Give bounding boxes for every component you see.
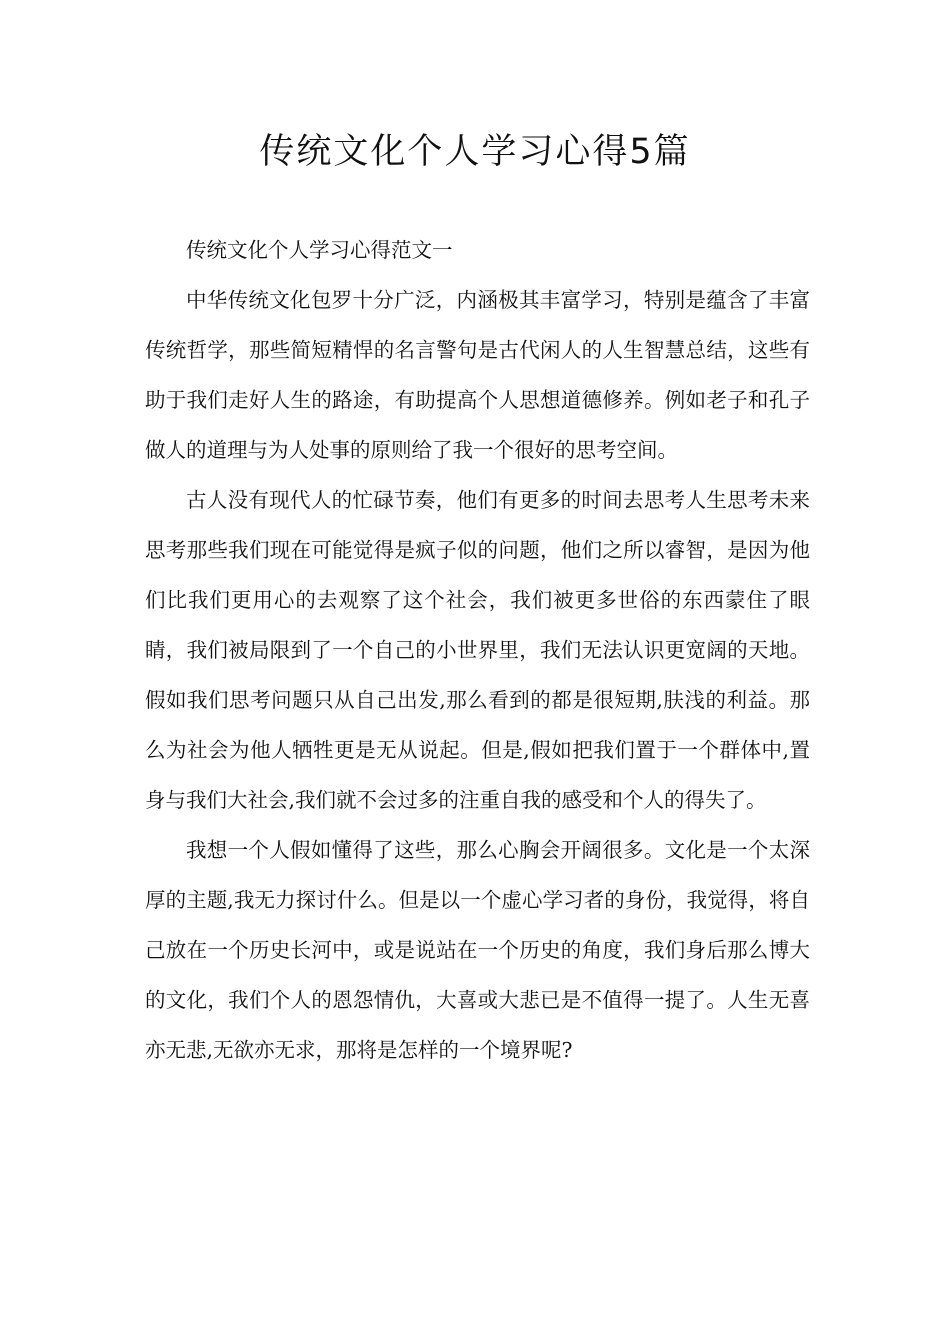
body-paragraph: 古人没有现代人的忙碌节奏，他们有更多的时间去思考人生思考未来思考那些我们现在可能觉得是疯子似的问题，他们之所以睿智，是因为他们比我们更用心的去观察了这个社会，我们被更多世俗的东西蒙住了眼睛，我们被局限到了一个自己的小世界里，我们无法认识更宽阔的天地。假如我们思考问题只从自己出发,那么看到的都是很短期,肤浅的利益。那么为社会为他人牺牲更是无从说起。但是,假如把我们置于一个群体中,置身与我们大社会,我们就不会过多的注重自我的感受和个人的得失了。 <box>145 488 810 812</box>
document-title: 传统文化个人学习心得5篇 <box>259 132 691 172</box>
document-body <box>145 225 810 1075</box>
body-paragraph: 中华传统文化包罗十分广泛，内涵极其丰富学习，特别是蕴含了丰富传统哲学，那些简短精悍的名言警句是古代闲人的人生智慧总结，这些有助于我们走好人生的路途，有助提高个人思想道德修养。例如老子和孔子做人的道理与为人处事的原则给了我一个很好的思考空间。 <box>145 288 810 462</box>
body-paragraph: 我想一个人假如懂得了这些，那么心胸会开阔很多。文化是一个太深厚的主题,我无力探讨什么。但是以一个虚心学习者的身份，我觉得，将自己放在一个历史长河中，或是说站在一个历史的角度，我们身后那么博大的文化，我们个人的恩怨情仇，大喜或大悲已是不值得一提了。人生无喜亦无悲,无欲亦无求，那将是怎样的一个境界呢? <box>145 838 810 1062</box>
subtitle-paragraph: 传统文化个人学习心得范文一 <box>186 238 453 262</box>
